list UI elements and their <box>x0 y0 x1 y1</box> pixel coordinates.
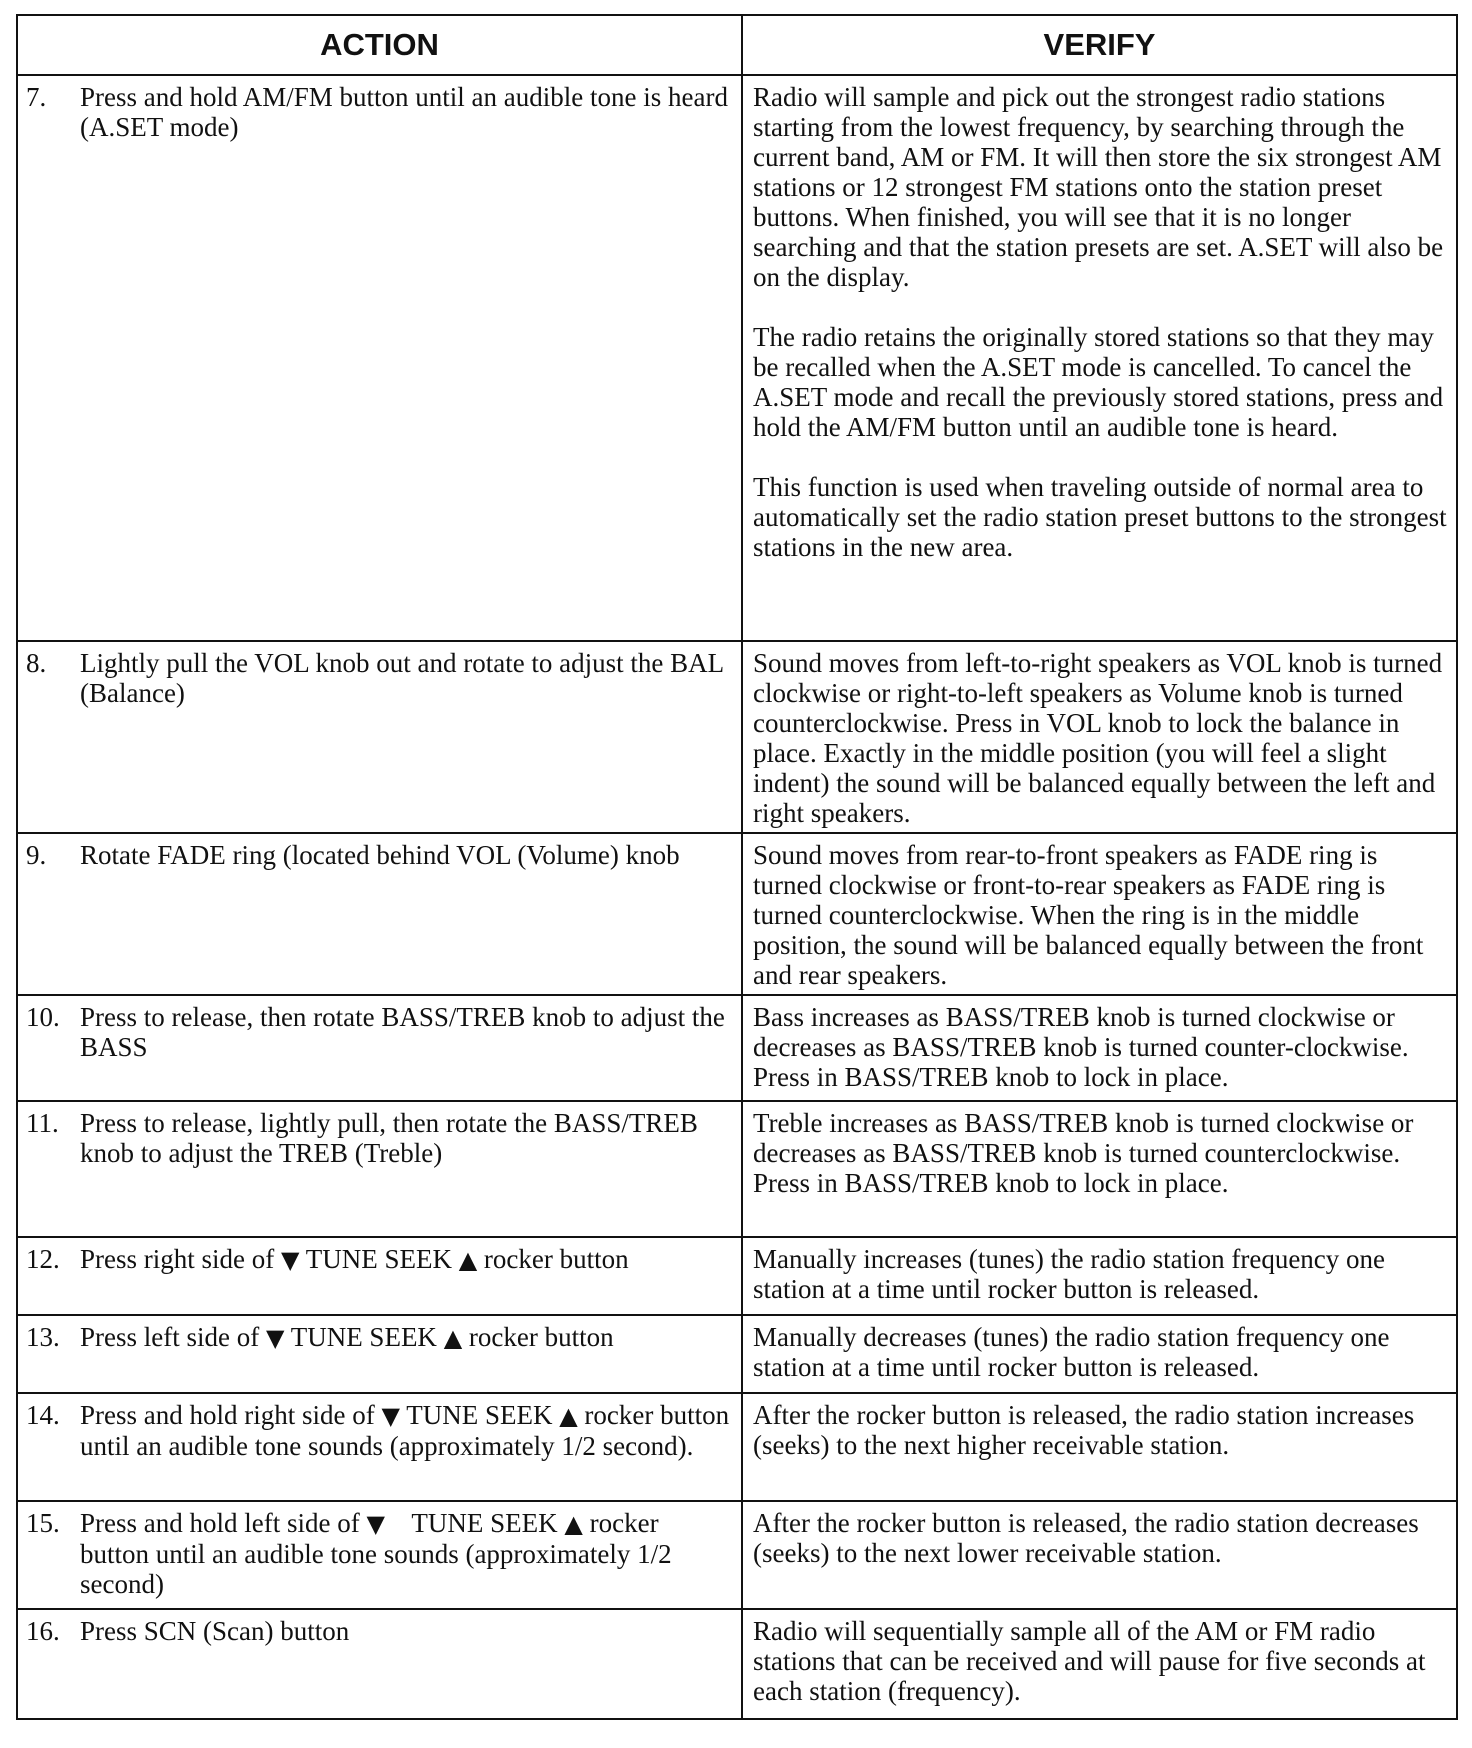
table-row <box>17 833 1457 995</box>
verify-cell <box>742 1501 1457 1609</box>
action-cell <box>17 1609 742 1719</box>
step-number: 16. <box>26 1616 60 1646</box>
verify-cell <box>742 75 1457 641</box>
verify-cell <box>742 1237 1457 1315</box>
down-triangle-icon: ▼ <box>265 1324 285 1352</box>
action-text: Press left side of ▼ TUNE SEEK ▲ rocker button <box>80 1322 614 1352</box>
verify-text: Radio will sample and pick out the strongest radio stations starting from the lowest frequency, by searching through the current band, AM or FM. It will then store the six strongest AM stations or 12 strongest FM stations onto the station preset buttons. When finished, you will see that it is no longer searching and that the station presets are set. A.SET will also be on the display. <box>753 82 1444 292</box>
verify-cell <box>742 995 1457 1101</box>
verify-text: Sound moves from rear-to-front speakers as FADE ring is turned clockwise or front-to-rear speakers as FADE ring is turned counterclockwise. When the ring is in the middle position, the sound will be balanced equally between the front and rear speakers. <box>753 840 1424 990</box>
action-cell <box>17 995 742 1101</box>
action-text: Press SCN (Scan) button <box>80 1616 350 1646</box>
action-cell <box>17 1101 742 1237</box>
action-cell <box>17 75 742 641</box>
verify-text: Manually decreases (tunes) the radio station frequency one station at a time until rocker button is released. <box>753 1322 1390 1382</box>
verify-text: Manually increases (tunes) the radio station frequency one station at a time until rocker button is released. <box>753 1244 1386 1304</box>
verify-cell <box>742 1393 1457 1501</box>
step-number: 9. <box>26 840 47 870</box>
verify-cell <box>742 1315 1457 1393</box>
up-triangle-icon: ▲ <box>559 1402 578 1430</box>
verify-text: Radio will sequentially sample all of the AM or FM radio stations that can be received and will pause for five seconds at each station (frequency). <box>753 1616 1426 1706</box>
action-text: Press right side of ▼ TUNE SEEK ▲ rocker button <box>80 1244 629 1274</box>
table-row <box>17 1101 1457 1237</box>
verify-cell <box>742 1101 1457 1237</box>
table-row <box>17 1501 1457 1609</box>
procedure-table <box>16 14 1458 1720</box>
action-text: Press and hold right side of ▼ TUNE SEEK ▲ rocker button until an audible tone sounds (approximately 1/2 second). <box>80 1400 730 1461</box>
action-cell <box>17 1237 742 1315</box>
step-number: 11. <box>26 1108 59 1138</box>
down-triangle-icon: ▼ <box>366 1510 385 1538</box>
verify-cell <box>742 641 1457 833</box>
step-number: 10. <box>26 1002 60 1032</box>
action-cell <box>17 833 742 995</box>
verify-cell <box>742 1609 1457 1719</box>
action-cell <box>17 641 742 833</box>
verify-text: After the rocker button is released, the radio station increases (seeks) to the next higher receivable station. <box>753 1400 1415 1460</box>
action-text: Lightly pull the VOL knob out and rotate to adjust the BAL (Balance) <box>80 648 724 708</box>
table-row <box>17 1393 1457 1501</box>
table-row <box>17 995 1457 1101</box>
header-row <box>17 15 1457 75</box>
verify-text: Bass increases as BASS/TREB knob is turned clockwise or decreases as BASS/TREB knob is turned counter-clockwise. Press in BASS/TREB knob to lock in place. <box>753 1002 1409 1092</box>
verify-text: Treble increases as BASS/TREB knob is turned clockwise or decreases as BASS/TREB knob is turned counterclockwise. Press in BASS/TREB knob to lock in place. <box>753 1108 1414 1198</box>
up-triangle-icon: ▲ <box>564 1510 583 1538</box>
table-row <box>17 75 1457 641</box>
step-number: 12. <box>26 1244 60 1274</box>
step-number: 8. <box>26 648 47 678</box>
verify-text: After the rocker button is released, the radio station decreases (seeks) to the next lower receivable station. <box>753 1508 1419 1568</box>
verify-text: Sound moves from left-to-right speakers as VOL knob is turned clockwise or right-to-left speakers as Volume knob is turned counterclockwise. Press in VOL knob to lock the balance in place. Exactly in the middle position (you will feel a slight indent) the sound will be balanced equally between the left and right speakers. <box>753 648 1443 828</box>
up-triangle-icon: ▲ <box>458 1246 478 1274</box>
verify-text: This function is used when traveling outside of normal area to automatically set the radio station preset buttons to the strongest stations in the new area. <box>753 472 1447 562</box>
verify-cell <box>742 833 1457 995</box>
step-number: 7. <box>26 82 47 112</box>
action-text: Rotate FADE ring (located behind VOL (Volume) knob <box>80 840 680 870</box>
up-triangle-icon: ▲ <box>443 1324 463 1352</box>
step-number: 14. <box>26 1400 60 1430</box>
table-row <box>17 641 1457 833</box>
action-text: Press to release, then rotate BASS/TREB knob to adjust the BASS <box>80 1002 725 1062</box>
verify-column-header: VERIFY <box>742 15 1457 75</box>
step-number: 15. <box>26 1508 60 1538</box>
action-cell <box>17 1393 742 1501</box>
table-row <box>17 1609 1457 1719</box>
action-text: Press and hold AM/FM button until an audible tone is heard (A.SET mode) <box>80 82 728 142</box>
table-row <box>17 1237 1457 1315</box>
verify-text: The radio retains the originally stored stations so that they may be recalled when the A.SET mode is cancelled. To cancel the A.SET mode and recall the previously stored stations, press and hold the AM/FM button until an audible tone is heard. <box>753 322 1444 442</box>
action-cell <box>17 1501 742 1609</box>
step-number: 13. <box>26 1322 60 1352</box>
action-cell <box>17 1315 742 1393</box>
action-text: Press and hold left side of ▼ TUNE SEEK ▲ rocker button until an audible tone sounds (approximately 1/2 second) <box>80 1508 679 1599</box>
action-column-header: ACTION <box>17 15 742 75</box>
down-triangle-icon: ▼ <box>381 1402 400 1430</box>
table-row <box>17 1315 1457 1393</box>
action-text: Press to release, lightly pull, then rotate the BASS/TREB knob to adjust the TREB (Treble) <box>80 1108 698 1168</box>
down-triangle-icon: ▼ <box>280 1246 300 1274</box>
